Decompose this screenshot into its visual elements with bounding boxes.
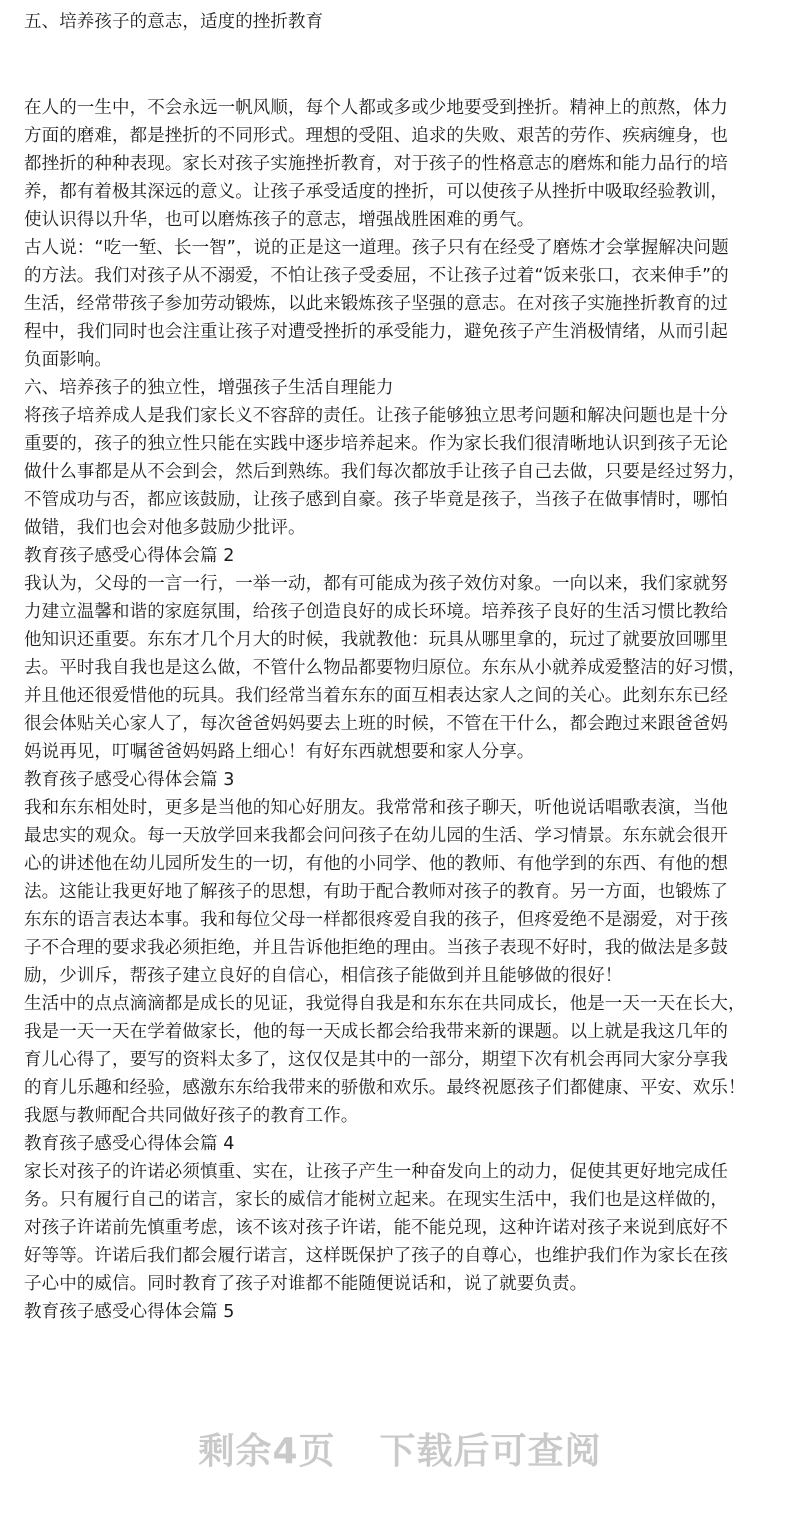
text-line: 不管成功与否，都应该鼓励，让孩子感到自豪。孩子毕竟是孩子，当孩子在做事情时，哪怕: [24, 490, 728, 510]
clipped-top-line: [24, 0, 782, 4]
paragraph: [24, 570, 782, 766]
text-line: 六、培养孩子的独立性，增强孩子生活自理能力: [24, 378, 394, 398]
text-line: 务。只有履行自己的诺言，家长的威信才能树立起来。在现实生活中，我们也是这样做的，: [24, 1190, 728, 1210]
document-body: [24, 0, 782, 1326]
text-line: 子不合理的要求我必须拒绝，并且告诉他拒绝的理由。当孩子表现不好时，我的做法是多鼓: [24, 938, 728, 958]
paragraph: [24, 990, 782, 1130]
text-line: 程中，我们同时也会注重让孩子对遭受挫折的承受能力，避免孩子产生消极情绪，从而引起: [24, 322, 728, 342]
text-line: 重要的，孩子的独立性只能在实践中逐步培养起来。作为家长我们很清晰地认识到孩子无论: [24, 434, 728, 454]
text-line: 对孩子许诺前先慎重考虑，该不该对孩子许诺，能不能兑现，这种许诺对孩子来说到底好不: [24, 1218, 728, 1238]
text-line: 教育孩子感受心得体会篇 3: [24, 770, 235, 790]
text-line: 并且他还很爱惜他的玩具。我们经常当着东东的面互相表达家人之间的关心。此刻东东已经: [24, 686, 728, 706]
remaining-pages-banner[interactable]: [0, 1423, 800, 1474]
text-line: 我是一天一天在学着做家长，他的每一天成长都会给我带来新的课题。以上就是我这几年的: [24, 1022, 728, 1042]
text-line: 负面影响。: [24, 350, 112, 370]
section-heading: [24, 542, 782, 570]
text-line: 教育孩子感受心得体会篇 5: [24, 1302, 235, 1322]
text-line: 做什么事都是从不会到会，然后到熟练。我们每次都放手让孩子自己去做，只要是经过努力，: [24, 462, 746, 482]
text-line: 都挫折的种种表现。家长对孩子实施挫折教育，对于孩子的性格意志的磨炼和能力品行的培: [24, 154, 728, 174]
text-line: 我和东东相处时，更多是当他的知心好朋友。我常常和孩子聊天，听他说话唱歌表演，当他: [24, 798, 728, 818]
section-heading: [24, 1130, 782, 1158]
text-line: 使认识得以升华，也可以磨炼孩子的意志，增强战胜困难的勇气。: [24, 210, 535, 230]
section-gap: [24, 36, 782, 94]
text-line: 子心中的威信。同时教育了孩子对谁都不能随便说话和，说了就要负责。: [24, 1274, 588, 1294]
text-line: 五、培养孩子的意志，适度的挫折教育: [24, 12, 324, 32]
text-line: 教育孩子感受心得体会篇 2: [24, 546, 235, 566]
text-line: 方面的磨难，都是挫折的不同形式。理想的受阻、追求的失败、艰苦的劳作、疾病缠身，也: [24, 126, 728, 146]
document-content: [24, 8, 782, 1326]
text-line: 他知识还重要。东东才几个月大的时候，我就教他：玩具从哪里拿的，玩过了就要放回哪里: [24, 630, 728, 650]
paragraph: [24, 94, 782, 234]
section-heading: [24, 1298, 782, 1326]
text-line: 在人的一生中，不会永远一帆风顺，每个人都或多或少地要受到挫折。精神上的煎熬，体力: [24, 98, 728, 118]
text-line: 古人说：“吃一堑、长一智”，说的正是这一道理。孩子只有在经受了磨炼才会掌握解决问题: [24, 238, 729, 258]
section-heading: [24, 8, 782, 36]
text-line: 法。这能让我更好地了解孩子的思想，有助于配合教师对孩子的教育。另一方面，也锻炼了: [24, 882, 728, 902]
clipped-top-text: [24, 0, 602, 4]
paragraph: [24, 1158, 782, 1298]
text-line: 的育儿乐趣和经验，感激东东给我带来的骄傲和欢乐。最终祝愿孩子们都健康、平安、欢乐！: [24, 1078, 746, 1098]
download-to-view-label: 下载后可查阅: [379, 1431, 602, 1472]
text-line: 育儿心得了，要写的资料太多了，这仅仅是其中的一部分，期望下次有机会再同大家分享我: [24, 1050, 728, 1070]
text-line: 励，少训斥，帮孩子建立良好的自信心，相信孩子能做到并且能够做的很好！: [24, 966, 623, 986]
text-line: 家长对孩子的许诺必须慎重、实在，让孩子产生一种奋发向上的动力，促使其更好地完成任: [24, 1162, 728, 1182]
text-line: 养，都有着极其深远的意义。让孩子承受适度的挫折，可以使孩子从挫折中吸取经验教训，: [24, 182, 728, 202]
section-heading: [24, 766, 782, 794]
text-line: 妈说再见，叮嘱爸爸妈妈路上细心！有好东西就想要和家人分享。: [24, 742, 535, 762]
text-line: 去。平时我自我也是这么做，不管什么物品都要物归原位。东东从小就养成爱整洁的好习惯，: [24, 658, 746, 678]
text-line: 好等等。许诺后我们都会履行诺言，这样既保护了孩子的自尊心，也维护我们作为家长在孩: [24, 1246, 728, 1266]
text-line: 教育孩子感受心得体会篇 4: [24, 1134, 235, 1154]
paragraph: [24, 794, 782, 990]
text-line: 我愿与教师配合共同做好孩子的教育工作。: [24, 1106, 359, 1126]
text-line: 东东的语言表达本事。我和每位父母一样都很疼爱自我的孩子，但疼爱绝不是溺爱，对于孩: [24, 910, 728, 930]
section-heading: [24, 374, 782, 402]
text-line: 将孩子培养成人是我们家长义不容辞的责任。让孩子能够独立思考问题和解决问题也是十分: [24, 406, 728, 426]
paragraph: [24, 402, 782, 542]
text-line: 我认为，父母的一言一行，一举一动，都有可能成为孩子效仿对象。一向以来，我们家就努: [24, 574, 728, 594]
text-line: 很会体贴关心家人了，每次爸爸妈妈要去上班的时候，不管在干什么，都会跑过来跟爸爸妈: [24, 714, 728, 734]
text-line: 力建立温馨和谐的家庭氛围，给孩子创造良好的成长环境。培养孩子良好的生活习惯比教给: [24, 602, 728, 622]
remaining-pages-label: 剩余4页: [198, 1431, 336, 1472]
text-line: 最忠实的观众。每一天放学回来我都会问问孩子在幼儿园的生活、学习情景。东东就会很开: [24, 826, 728, 846]
text-line: 心的讲述他在幼儿园所发生的一切，有他的小同学、他的教师、有他学到的东西、有他的想: [24, 854, 728, 874]
paragraph: [24, 234, 782, 374]
text-line: 生活，经常带孩子参加劳动锻炼，以此来锻炼孩子坚强的意志。在对孩子实施挫折教育的过: [24, 294, 728, 314]
text-line: 做错，我们也会对他多鼓励少批评。: [24, 518, 306, 538]
text-line: 的方法。我们对孩子从不溺爱，不怕让孩子受委屈，不让孩子过着“饭来张口，衣来伸手”的: [24, 266, 729, 286]
text-line: 生活中的点点滴滴都是成长的见证，我觉得自我是和东东在共同成长，他是一天一天在长大，: [24, 994, 746, 1014]
